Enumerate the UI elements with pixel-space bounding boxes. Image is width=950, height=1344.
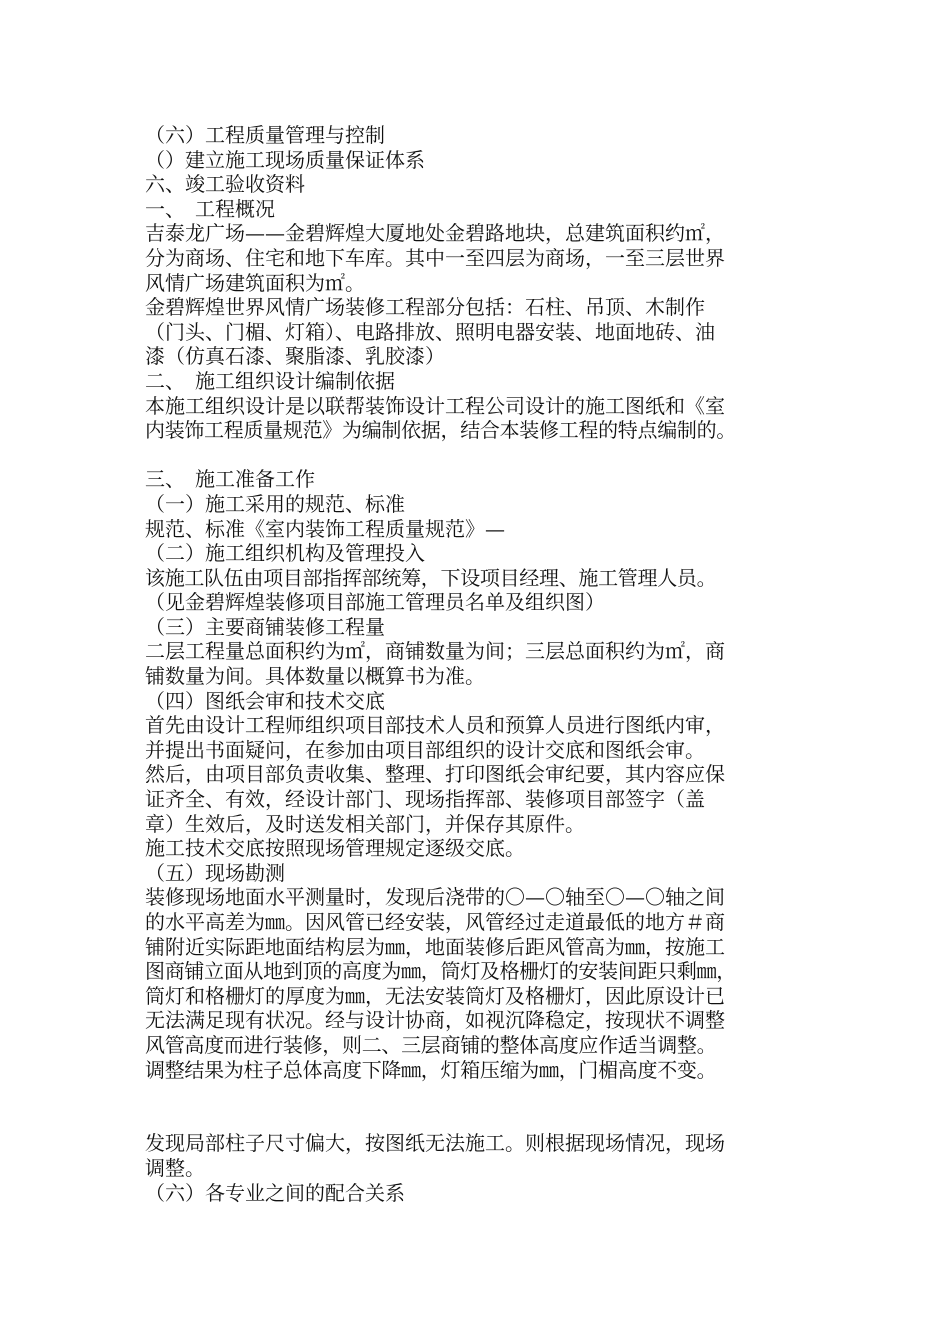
paragraph-line: 规范、标准《室内装饰工程质量规范》— xyxy=(145,516,505,541)
paragraph-line: 首先由设计工程师组织项目部技术人员和预算人员进行图纸内审， xyxy=(145,713,725,738)
paragraph-line: 的水平高差为㎜。因风管已经安装，风管经过走道最低的地方＃商 xyxy=(145,910,725,934)
paragraph-line: 铺数量为间。具体数量以概算书为准。 xyxy=(145,664,485,689)
paragraph-line: 吉泰龙广场——金碧辉煌大厦地处金碧路地块，总建筑面积约㎡， xyxy=(145,221,725,246)
paragraph-line: 本施工组织设计是以联帮装饰设计工程公司设计的施工图纸和《室 xyxy=(145,393,725,418)
blank-line xyxy=(145,1107,815,1132)
section-heading: 六、竣工验收资料 xyxy=(145,172,305,197)
paragraph-line: 并提出书面疑问，在参加由项目部组织的设计交底和图纸会审。 xyxy=(145,737,705,762)
section-heading: 一、 工程概况 xyxy=(145,196,275,221)
paragraph-line: 内装饰工程质量规范》为编制依据，结合本装修工程的特点编制的。 xyxy=(145,418,736,443)
paragraph-line: 筒灯和格栅灯的厚度为㎜，无法安装筒灯及格栅灯，因此原设计已 xyxy=(145,983,725,1008)
paragraph-line: 章）生效后，及时送发相关部门，并保存其原件。 xyxy=(145,811,585,836)
subsection-heading: （二）施工组织机构及管理投入 xyxy=(145,541,425,566)
blank-line xyxy=(145,1082,815,1107)
subsection-heading: （四）图纸会审和技术交底 xyxy=(145,688,385,713)
paragraph-line: （门头、门楣、灯箱）、电路排放、照明电器安装、地面地砖、油 xyxy=(145,319,715,344)
paragraph-line: 该施工队伍由项目部指挥部统筹，下设项目经理、施工管理人员。 xyxy=(145,565,717,590)
paragraph-line: 无法满足现有状况。经与设计协商，如视沉降稳定，按现状不调整 xyxy=(145,1008,725,1033)
paragraph-line: 调整。 xyxy=(145,1155,205,1180)
paragraph-line: 分为商场、住宅和地下车库。其中一至四层为商场，一至三层世界 xyxy=(145,245,725,270)
section-heading: 二、 施工组织设计编制依据 xyxy=(145,368,395,393)
paragraph-line: 风管高度而进行装修，则二、三层商铺的整体高度应作适当调整。 xyxy=(145,1032,717,1057)
paragraph-line: 图商铺立面从地到顶的高度为㎜，筒灯及格栅灯的安装间距只剩㎜， xyxy=(145,959,736,984)
subsection-heading: （五）现场勘测 xyxy=(145,860,285,885)
paragraph-line: 调整结果为柱子总体高度下降㎜，灯箱压缩为㎜，门楣高度不变。 xyxy=(145,1057,717,1082)
paragraph-line: 二层工程量总面积约为㎡，商铺数量为间；三层总面积约为㎡，商 xyxy=(145,639,725,664)
paragraph-line: 漆（仿真石漆、聚脂漆、乳胶漆） xyxy=(145,344,445,369)
paragraph-line: 施工技术交底按照现场管理规定逐级交底。 xyxy=(145,836,525,861)
paragraph-line: 发现局部柱子尺寸偏大，按图纸无法施工。则根据现场情况，现场 xyxy=(145,1131,725,1156)
subsection-heading: （）建立施工现场质量保证体系 xyxy=(145,147,425,172)
section-heading: 三、 施工准备工作 xyxy=(145,467,315,492)
paragraph-line: 金碧辉煌世界风情广场装修工程部分包括：石柱、吊顶、木制作 xyxy=(145,295,705,320)
paragraph-line: 铺附近实际距地面结构层为㎜，地面装修后距风管高为㎜，按施工 xyxy=(145,934,725,959)
subsection-heading: （三）主要商铺装修工程量 xyxy=(145,614,385,639)
subsection-heading: （六）各专业之间的配合关系 xyxy=(145,1180,405,1205)
document-body xyxy=(145,123,815,1205)
paragraph-line: （见金碧辉煌装修项目部施工管理员名单及组织图） xyxy=(145,590,605,615)
subsection-heading: （一）施工采用的规范、标准 xyxy=(145,491,405,516)
blank-line xyxy=(145,443,815,468)
section-heading: （六）工程质量管理与控制 xyxy=(145,123,385,147)
paragraph-line: 风情广场建筑面积为㎡。 xyxy=(145,270,365,295)
paragraph-line: 证齐全、有效，经设计部门、现场指挥部、装修项目部签字（盖 xyxy=(145,787,705,812)
paragraph-line: 然后，由项目部负责收集、整理、打印图纸会审纪要，其内容应保 xyxy=(145,762,725,787)
paragraph-line: 装修现场地面水平测量时，发现后浇带的〇—〇轴至〇—〇轴之间 xyxy=(145,885,725,910)
